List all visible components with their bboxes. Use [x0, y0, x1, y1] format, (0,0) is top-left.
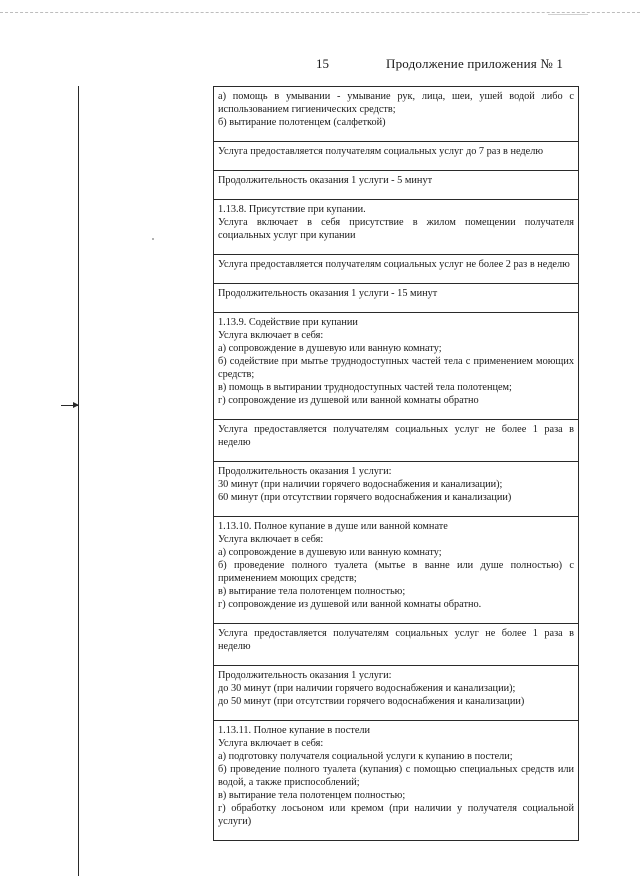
- cell-text-line: Услуга включает в себя присутствие в жилом помещении получателя социальных услуг при купании: [218, 217, 574, 241]
- table-cell: [213, 461, 579, 516]
- scan-speck: [152, 238, 154, 240]
- table-cell: [213, 516, 579, 623]
- cell-text-line: 60 минут (при отсутствии горячего водоснабжения и канализации): [218, 492, 512, 503]
- arrow-mark-icon: [61, 405, 78, 406]
- table-cell: [213, 283, 579, 312]
- cell-text-line: а) помощь в умывании - умывание рук, лица, шеи, ушей водой либо с использованием гигиенических средств;: [218, 91, 574, 115]
- cell-text-line: в) помощь в вытирании труднодоступных частей тела полотенцем;: [218, 382, 512, 393]
- table-cell: [213, 623, 579, 665]
- scan-edge: [0, 12, 640, 14]
- cell-text-line: до 50 минут (при отсутствии горячего водоснабжения и канализации): [218, 696, 525, 707]
- cell-text-line: г) сопровождение из душевой или ванной комнаты обратно: [218, 395, 479, 406]
- scan-speck: [548, 14, 588, 15]
- table-cell: [213, 199, 579, 254]
- cell-text-line: б) проведение полного туалета (купания) с помощью специальных средств или водой, а также приспособлений;: [218, 764, 574, 788]
- left-table-border: [78, 86, 79, 876]
- appendix-continuation-title: Продолжение приложения № 1: [386, 56, 564, 71]
- cell-text-line: Услуга включает в себя:: [218, 738, 324, 749]
- table-cell: [213, 312, 579, 419]
- services-table: [213, 86, 579, 841]
- cell-text-line: г) сопровождение из душевой или ванной комнаты обратно.: [218, 599, 482, 610]
- cell-text-line: до 30 минут (при наличии горячего водоснабжения и канализации);: [218, 683, 516, 694]
- table-cell: [213, 720, 579, 841]
- cell-text-line: 1.13.11. Полное купание в постели: [218, 725, 371, 736]
- cell-text-line: б) проведение полного туалета (мытье в ванне или душе полностью) с применением моющих средств;: [218, 560, 574, 584]
- cell-text-line: 1.13.8. Присутствие при купании.: [218, 204, 366, 215]
- page-number: 15: [316, 56, 329, 71]
- table-cell: [213, 170, 579, 199]
- table-cell: [213, 419, 579, 461]
- cell-text-line: б) содействие при мытье труднодоступных частей тела с применением моющих средств;: [218, 356, 574, 380]
- cell-text-line: а) сопровождение в душевую или ванную комнату;: [218, 547, 442, 558]
- cell-text-line: 1.13.10. Полное купание в душе или ванной комнате: [218, 521, 448, 532]
- cell-text-line: Услуга предоставляется получателям социальных услуг не более 1 раза в неделю: [218, 424, 574, 448]
- cell-text-line: а) сопровождение в душевую или ванную комнату;: [218, 343, 442, 354]
- cell-text-line: Продолжительность оказания 1 услуги - 15 минут: [218, 288, 438, 299]
- cell-text-line: в) вытирание тела полотенцем полностью;: [218, 586, 406, 597]
- table-cell: [213, 86, 579, 141]
- table-cell: [213, 254, 579, 283]
- cell-text-line: Продолжительность оказания 1 услуги - 5 минут: [218, 175, 433, 186]
- cell-text-line: Услуга предоставляется получателям социальных услуг не более 2 раз в неделю: [218, 259, 570, 270]
- cell-text-line: Услуга включает в себя:: [218, 534, 324, 545]
- cell-text-line: а) подготовку получателя социальной услуги к купанию в постели;: [218, 751, 513, 762]
- table-cell: [213, 141, 579, 170]
- cell-text-line: б) вытирание полотенцем (салфеткой): [218, 117, 386, 128]
- cell-text-line: г) обработку лосьоном или кремом (при наличии у получателя социальной услуги): [218, 803, 574, 827]
- cell-text-line: Продолжительность оказания 1 услуги:: [218, 466, 392, 477]
- cell-text-line: Услуга предоставляется получателям социальных услуг до 7 раз в неделю: [218, 146, 544, 157]
- cell-text-line: Услуга предоставляется получателям социальных услуг не более 1 раза в неделю: [218, 628, 574, 652]
- cell-text-line: в) вытирание тела полотенцем полностью;: [218, 790, 406, 801]
- cell-text-line: 1.13.9. Содействие при купании: [218, 317, 358, 328]
- cell-text-line: 30 минут (при наличии горячего водоснабжения и канализации);: [218, 479, 503, 490]
- table-cell: [213, 665, 579, 720]
- cell-text-line: Услуга включает в себя:: [218, 330, 324, 341]
- cell-text-line: Продолжительность оказания 1 услуги:: [218, 670, 392, 681]
